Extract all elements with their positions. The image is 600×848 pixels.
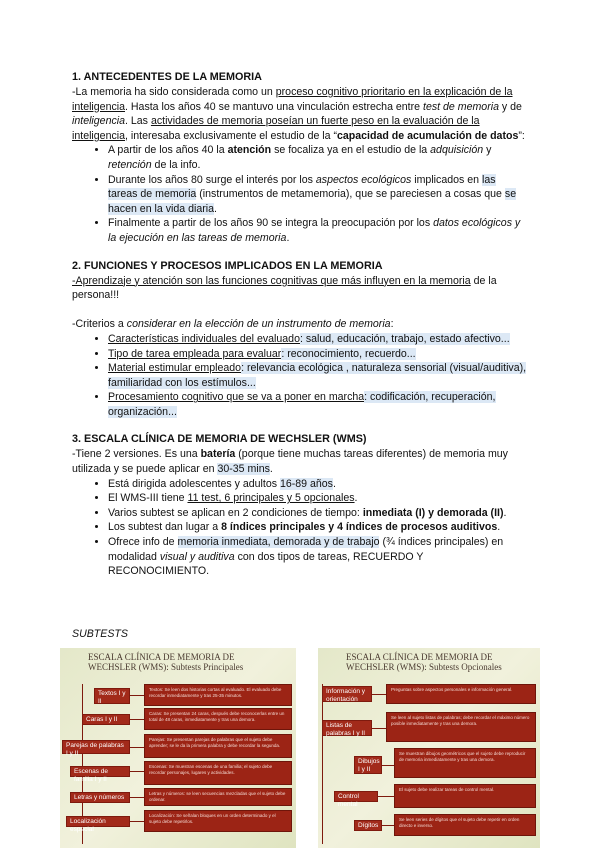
list-item: • Características individuales del evaluado: salud, educación, trabajo, estado afectivo... — [108, 332, 527, 347]
slide-title: ESCALA CLÍNICA DE MEMORIA DE WECHSLER (WMS): Subtests Opcionales — [346, 652, 502, 672]
slide-label: Localización espacial — [66, 816, 130, 827]
paragraph: -La memoria ha sido considerada como un proceso cognitivo prioritario en la explicación de la inteligencia. Hasta los años 40 se mantuvo una vinculación estrecha entre test de memoria y de inteligencia. Las actividades de memoria poseían un fuerte peso en la evaluación de la inteligencia, interesaba exclusivamente el estudio de la “capacidad de acumulación de datos”: — [72, 86, 525, 142]
slide-desc: Preguntas sobre aspectos personales e información general. — [386, 684, 536, 704]
slide-desc: Caras: Se presentan 24 caras, después debe reconocerlas entre un total de 48 caras, inmediatamente y tras una demora. — [144, 708, 292, 730]
bullet-list — [72, 477, 527, 579]
connector — [130, 747, 144, 748]
list-item: • Material estimular empleado: relevancia ecológica , naturaleza sensorial (visual/auditiva), familiaridad con los estímulos... — [108, 361, 527, 390]
slide-label: Información y orientación — [322, 686, 372, 702]
document-body — [72, 70, 527, 592]
slide-desc: Se leen series de dígitos que el sujeto debe repetir en orden directo e inverso. — [394, 814, 536, 836]
list-item: • A partir de los años 40 la atención se focaliza ya en el estudio de la adquisición y retención de la info. — [108, 143, 527, 172]
connector — [378, 796, 394, 797]
connector — [322, 684, 323, 844]
connector — [372, 728, 386, 729]
list-item: • Finalmente a partir de los años 90 se integra la preocupación por los datos ecológicos y la ejecución en las tareas de memoria. — [108, 216, 527, 245]
slide-optional-subtests — [318, 648, 540, 848]
slide-label: Textos I y II — [94, 688, 130, 704]
section-title: 2. FUNCIONES Y PROCESOS IMPLICADOS EN LA MEMORIA — [72, 259, 383, 272]
slide-desc: Se leen al sujeto listas de palabras; debe recordar el máximo número posible inmediatamente y tras una demora. — [386, 712, 536, 742]
connector — [382, 765, 394, 766]
section-antecedentes — [72, 70, 527, 246]
list-item: • Tipo de tarea empleada para evaluar: reconocimiento, recuerdo... — [108, 347, 527, 362]
slide-label: Escenas de familia I y II — [70, 766, 130, 777]
subtests-heading: SUBTESTS — [72, 628, 128, 640]
paragraph: -Aprendizaje y atención son las funciones cognitivas que más influyen en la memoria de la persona!!! — [72, 274, 497, 302]
section-title: 3. ESCALA CLÍNICA DE MEMORIA DE WECHSLER (WMS) — [72, 433, 367, 446]
slide-label: Letras y números — [70, 792, 130, 803]
connector — [130, 771, 144, 772]
paragraph: -Criterios a considerar en la elección de un instrumento de memoria: — [72, 318, 394, 331]
slide-desc: El sujeto debe realizar tareas de control mental. — [394, 784, 536, 808]
slide-label: Control mental — [334, 791, 378, 802]
slide-label: Parejas de palabras I y II — [62, 740, 130, 754]
section-title: 1. ANTECEDENTES DE LA MEMORIA — [72, 71, 262, 83]
connector — [130, 719, 144, 720]
list-item: • Procesamiento cognitivo que se va a poner en marcha: codificación, recuperación, organización... — [108, 390, 527, 419]
list-item: • Está dirigida adolescentes y adultos 16-89 años. — [108, 477, 527, 492]
slide-title: ESCALA CLÍNICA DE MEMORIA DE WECHSLER (WMS): Subtests Principales — [88, 652, 244, 672]
connector — [130, 797, 144, 798]
slide-principal-subtests — [60, 648, 296, 848]
list-item: • El WMS-III tiene 11 test, 6 principales y 5 opcionales. — [108, 491, 527, 506]
list-item: • Durante los años 80 surge el interés por los aspectos ecológicos implicados en las tareas de memoria (instrumentos de metamemoria), que se pareciesen a cosas que se hacen en la vida diaria. — [108, 173, 527, 217]
slide-desc: Localización: Se señalan bloques en un orden determinado y el sujeto debe repetirlos. — [144, 810, 292, 832]
paragraph: -Tiene 2 versiones. Es una batería (porque tiene muchas tareas diferentes) de memoria muy utilizada y se puede aplicar en 30-35 mins. — [72, 448, 508, 476]
bullet-list — [72, 332, 527, 420]
list-item: • Los subtest dan lugar a 8 índices principales y 4 índices de procesos auditivos. — [108, 520, 527, 535]
slide-desc: Textos: Se leen dos historias cortas al evaluado. El evaluado debe recordar inmediatamente y tras 25-35 minutos. — [144, 684, 292, 706]
slide-desc: Se muestran dibujos geométricos que el sujeto debe reproducir de memoria inmediatamente y tras una demora. — [394, 748, 536, 778]
connector — [372, 694, 386, 695]
slide-desc: Letras y números: se leen secuencias mezcladas que el sujeto debe ordenar. — [144, 788, 292, 806]
slide-label: Listas de palabras I y II — [322, 720, 372, 736]
connector — [130, 695, 144, 696]
section-wms — [72, 432, 527, 578]
slide-label: Dígitos — [354, 820, 382, 831]
connector — [130, 821, 144, 822]
spacer — [72, 303, 527, 318]
slide-desc: Parejas: Se presentan parejas de palabras que el sujeto debe aprender; se le da la primera palabra y debe recordar la segunda. — [144, 734, 292, 758]
list-item: • Varios subtest se aplican en 2 condiciones de tiempo: inmediata (I) y demorada (II). — [108, 506, 527, 521]
slide-label: Caras I y II — [82, 714, 130, 725]
connector — [382, 825, 394, 826]
section-funciones — [72, 259, 527, 420]
slide-desc: Escenas: Se muestran escenas de una familia; el sujeto debe recordar personajes, lugares y actividades. — [144, 761, 292, 785]
list-item: • Ofrece info de memoria inmediata, demorada y de trabajo (¾ índices principales) en modalidad visual y auditiva con dos tipos de tareas, RECUERDO Y RECONOCIMIENTO. — [108, 535, 527, 579]
slide-label: Dibujos I y II — [354, 756, 382, 774]
bullet-list — [72, 143, 527, 245]
